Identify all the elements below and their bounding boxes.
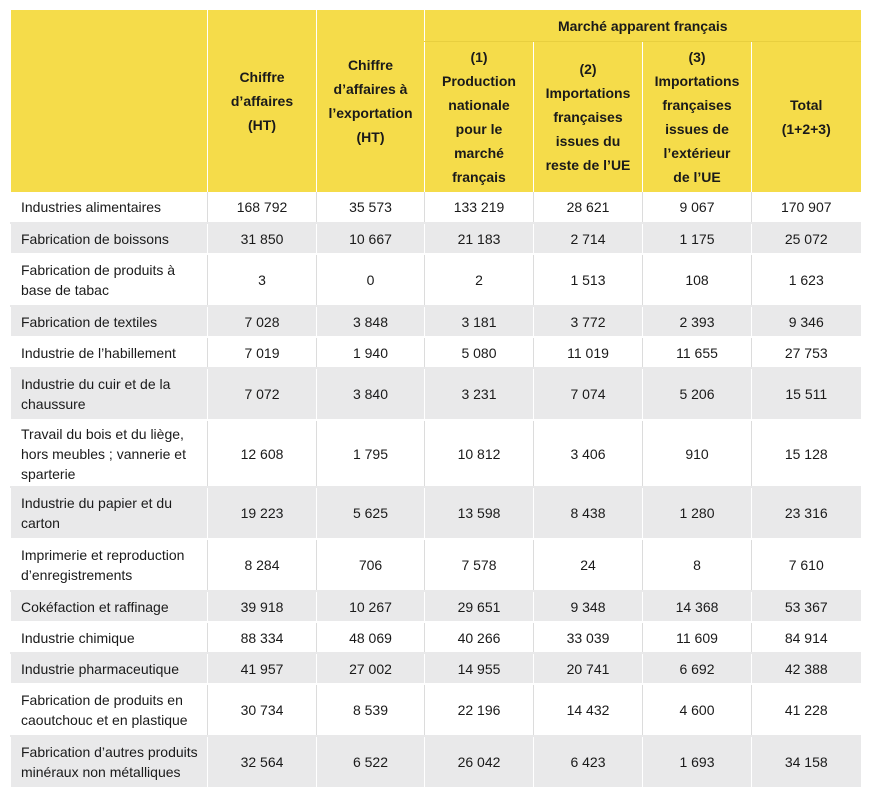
value-cell: 4 600 [643,684,752,736]
row-label-line: chaussure [21,396,86,412]
value-cell: 27 753 [752,337,861,368]
value-cell: 11 019 [534,337,643,368]
row-label-line: caoutchouc et en plastique [21,712,188,728]
row-label-line: Fabrication de produits en [21,692,183,708]
row-label-line: Cokéfaction et raffinage [21,598,169,615]
value-cell: 1 513 [534,254,643,306]
value-cell: 8 [643,539,752,591]
value-cell: 1 795 [317,420,425,487]
header-chiffre-affaires [208,10,317,192]
header-line: de l’UE [673,169,721,185]
row-label-line: Industrie de l’habillement [21,344,176,361]
header-line: (1+2+3) [781,121,831,137]
value-cell: 41 228 [752,684,861,736]
header-line: Importations [654,73,740,89]
value-cell: 7 074 [534,368,643,420]
value-cell: 14 955 [425,653,534,684]
row-label [11,736,208,788]
header-line: issues de [665,121,729,137]
header-line: Total [790,97,823,113]
header-line: d’affaires [230,93,294,109]
value-cell: 1 623 [752,254,861,306]
value-cell: 7 028 [208,306,317,337]
market-table [10,10,861,789]
value-cell: 27 002 [317,653,425,684]
value-cell: 3 181 [425,306,534,337]
table-container [10,10,861,789]
table-row [11,622,861,653]
value-cell: 15 128 [752,420,861,487]
value-cell: 9 346 [752,306,861,337]
value-cell: 31 850 [208,223,317,254]
header-line: françaises [662,97,732,113]
header-importations-hors-ue [643,42,752,193]
value-cell: 6 522 [317,736,425,788]
header-line: d’affaires à [333,81,408,97]
value-cell: 14 432 [534,684,643,736]
header-line: françaises [553,109,623,125]
row-label-line: Imprimerie et reproduction [21,547,185,563]
value-cell: 108 [643,254,752,306]
row-label-line: hors meubles ; vannerie et [21,445,186,462]
value-cell: 48 069 [317,622,425,653]
value-cell: 1 940 [317,337,425,368]
value-cell: 84 914 [752,622,861,653]
row-label [11,487,208,539]
row-label [11,192,208,223]
header-chiffre-affaires-export [317,10,425,192]
row-label-line: base de tabac [21,282,109,298]
value-cell: 133 219 [425,192,534,223]
value-cell: 2 [425,254,534,306]
header-production-nationale [425,42,534,193]
value-cell: 3 406 [534,420,643,487]
value-cell: 3 848 [317,306,425,337]
row-label [11,306,208,337]
value-cell: 40 266 [425,622,534,653]
header-line: nationale [448,97,510,113]
value-cell: 20 741 [534,653,643,684]
table-row [11,306,861,337]
table-row [11,192,861,223]
header-line: pour le [455,121,503,137]
value-cell: 910 [643,420,752,487]
row-label-line: Fabrication de textiles [21,313,158,330]
value-cell: 25 072 [752,223,861,254]
header-line: l’extérieur [663,145,731,161]
row-label-line: d’enregistrements [21,567,133,583]
table-row [11,368,861,420]
value-cell: 170 907 [752,192,861,223]
header-line: (HT) [356,129,385,145]
value-cell: 29 651 [425,591,534,622]
value-cell: 28 621 [534,192,643,223]
row-label-line: Fabrication d’autres produits [21,744,198,760]
header-line: reste de l’UE [545,157,631,173]
header-importations-ue [534,42,643,193]
value-cell: 8 284 [208,539,317,591]
value-cell: 19 223 [208,487,317,539]
value-cell: 6 423 [534,736,643,788]
row-label [11,223,208,254]
row-label-line: carton [21,515,60,531]
value-cell: 53 367 [752,591,861,622]
header-line: Importations [545,85,631,101]
value-cell: 23 316 [752,487,861,539]
value-cell: 21 183 [425,223,534,254]
value-cell: 24 [534,539,643,591]
value-cell: 1 175 [643,223,752,254]
value-cell: 2 393 [643,306,752,337]
row-label-line: Travail du bois et du liège, [21,425,184,442]
value-cell: 9 067 [643,192,752,223]
header-line: l’exportation [328,105,413,121]
value-cell: 42 388 [752,653,861,684]
table-row [11,591,861,622]
value-cell: 10 267 [317,591,425,622]
header-line: (1) [470,49,488,65]
table-row [11,223,861,254]
table-row [11,337,861,368]
header-line: Production [442,73,516,89]
header-line: issues du [555,133,621,149]
value-cell: 10 667 [317,223,425,254]
row-label [11,684,208,736]
value-cell: 5 080 [425,337,534,368]
value-cell: 2 714 [534,223,643,254]
row-label [11,420,208,487]
header-line: Chiffre [347,57,394,73]
value-cell: 8 539 [317,684,425,736]
table-row [11,684,861,736]
value-cell: 3 [208,254,317,306]
header-line: (2) [579,61,597,77]
row-label-line: Industrie du cuir et de la [21,376,171,392]
value-cell: 26 042 [425,736,534,788]
value-cell: 22 196 [425,684,534,736]
value-cell: 0 [317,254,425,306]
value-cell: 7 610 [752,539,861,591]
header-line: marché [454,145,504,161]
table-row [11,420,861,487]
table-row [11,254,861,306]
value-cell: 32 564 [208,736,317,788]
row-label-line: sparterie [21,465,76,482]
value-cell: 33 039 [534,622,643,653]
table-row [11,539,861,591]
row-label-line: Fabrication de produits à [21,262,176,278]
header-line: (3) [688,49,706,65]
row-label-line: minéraux non métalliques [21,764,181,780]
value-cell: 5 625 [317,487,425,539]
value-cell: 7 072 [208,368,317,420]
table-row [11,736,861,788]
row-label-line: Fabrication de boissons [21,230,169,247]
value-cell: 41 957 [208,653,317,684]
header-line: français [452,169,506,185]
row-label-line: Industrie chimique [21,629,135,646]
table-row [11,487,861,539]
row-label-line: Industrie pharmaceutique [21,660,179,677]
table-row [11,653,861,684]
header-corner [11,10,208,192]
value-cell: 34 158 [752,736,861,788]
value-cell: 1 693 [643,736,752,788]
value-cell: 10 812 [425,420,534,487]
value-cell: 14 368 [643,591,752,622]
table-body [11,192,861,788]
value-cell: 11 655 [643,337,752,368]
value-cell: 12 608 [208,420,317,487]
value-cell: 11 609 [643,622,752,653]
value-cell: 8 438 [534,487,643,539]
value-cell: 15 511 [752,368,861,420]
row-label-line: Industrie du papier et du [21,495,172,511]
value-cell: 13 598 [425,487,534,539]
row-label [11,622,208,653]
value-cell: 7 578 [425,539,534,591]
value-cell: 39 918 [208,591,317,622]
row-label [11,337,208,368]
value-cell: 88 334 [208,622,317,653]
row-label [11,591,208,622]
value-cell: 6 692 [643,653,752,684]
row-label [11,254,208,306]
value-cell: 3 231 [425,368,534,420]
header-line: (HT) [248,117,276,133]
row-label [11,539,208,591]
value-cell: 35 573 [317,192,425,223]
header-total [752,42,861,193]
value-cell: 3 840 [317,368,425,420]
value-cell: 9 348 [534,591,643,622]
value-cell: 7 019 [208,337,317,368]
header-group-marche-apparent: Marché apparent français [425,10,861,42]
table-header [11,10,861,192]
row-label [11,653,208,684]
value-cell: 3 772 [534,306,643,337]
value-cell: 1 280 [643,487,752,539]
header-line: Chiffre [239,69,285,85]
row-label-line: Industries alimentaires [21,199,162,215]
row-label [11,368,208,420]
value-cell: 706 [317,539,425,591]
value-cell: 5 206 [643,368,752,420]
value-cell: 168 792 [208,192,317,223]
value-cell: 30 734 [208,684,317,736]
